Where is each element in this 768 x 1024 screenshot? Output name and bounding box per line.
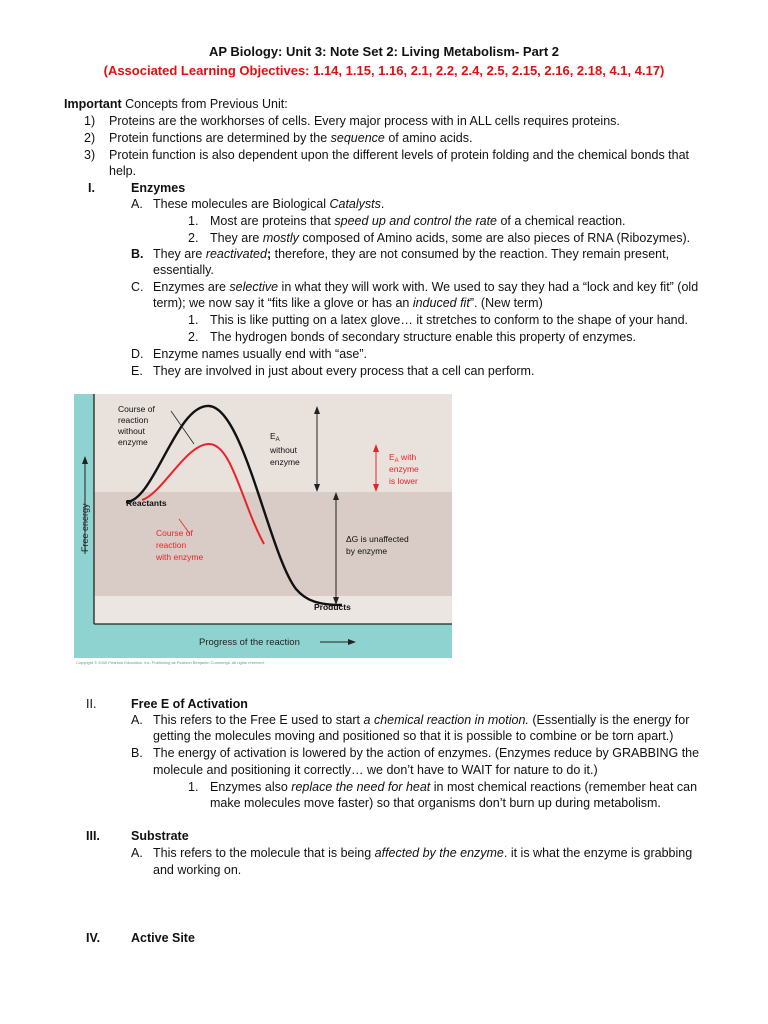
diagram-copyright: Copyright © 2005 Pearson Education, Inc. Publishing as Pearson Benjamin Cummings. All rights reserved. (76, 660, 265, 665)
outline-label: C. (131, 280, 144, 294)
section-number: IV. (86, 931, 101, 945)
section-number: I. (88, 181, 95, 195)
important-rest: Concepts from Previous Unit: (121, 97, 288, 111)
outline-label: B. (131, 746, 143, 760)
section-number: II. (86, 697, 97, 711)
label-ea-without: $E_A$ (270, 431, 280, 443)
outline-item: The hydrogen bonds of secondary structure enable this property of enzymes. (210, 330, 636, 344)
outline-item: Enzymes also replace the need for heat in most chemical reactions (remember heat can (210, 780, 698, 794)
outline-label: A. (131, 846, 143, 860)
outline-item-continued: essentially. (153, 263, 214, 277)
section-number: III. (86, 829, 100, 843)
outline-item: This refers to the molecule that is being affected by the enzyme. it is what the enzyme is grabbing (153, 846, 693, 860)
list-item: Proteins are the workhorses of cells. Every major process with in ALL cells requires proteins. (109, 114, 620, 128)
outline-label: D. (131, 347, 144, 361)
outline-item: They are involved in just about every process that a cell can perform. (153, 364, 535, 378)
outline-item: The energy of activation is lowered by the action of enzymes. (Enzymes reduce by GRABBING the (153, 746, 700, 760)
label-ea-with-2: enzyme (389, 464, 419, 474)
outline-item-continued: and working on. (153, 863, 242, 877)
page-title: AP Biology: Unit 3: Note Set 2: Living Metabolism- Part 2 (208, 44, 560, 59)
outline-item: Enzymes are selective in what they will work with. We used to say they had a “lock and key fit” (old (153, 280, 699, 294)
activation-energy-diagram (74, 394, 452, 666)
outline-label: 2. (188, 231, 199, 245)
label-ea-without-3: enzyme (270, 457, 300, 467)
label-course-without-1: Course of (118, 404, 155, 414)
outline-item-continued: term); we now say it “fits like a glove or has an induced fit”. (New term) (153, 296, 543, 310)
section-heading: Substrate (131, 829, 189, 843)
outline-label: 1. (188, 780, 199, 794)
section-heading: Free E of Activation (131, 697, 248, 711)
list-item: Protein functions are determined by the sequence of amino acids. (109, 131, 473, 145)
outline-label: A. (131, 713, 143, 727)
label-products: Products (314, 602, 351, 612)
outline-item: Enzyme names usually end with “ase”. (153, 347, 367, 361)
outline-item: These molecules are Biological Catalysts. (153, 197, 385, 211)
list-item-continued: help. (109, 164, 137, 178)
label-ea-without-2: without (270, 445, 297, 455)
outline-label: 1. (188, 313, 199, 327)
label-delta-g-1: ΔG is unaffected (346, 534, 409, 544)
list-number: 2) (84, 131, 96, 145)
outline-label: B. (131, 247, 144, 261)
learning-objectives: (Associated Learning Objectives: 1.14, 1.15, 1.16, 2.1, 2.2, 2.4, 2.5, 2.15, 2.16, 2.18, 4.1, 4.17) (103, 63, 665, 78)
section-heading: Enzymes (131, 181, 186, 195)
outline-item-continued: getting the molecules moving and positioned so that it is possible to combine or be torn apart.) (153, 729, 674, 743)
label-ea-with: $E_A$ with (389, 452, 417, 464)
outline-item-continued: molecule and positioning it correctly… we don’t have to WAIT for nature to do it.) (153, 763, 598, 777)
label-course-with-1: Course of (156, 528, 193, 538)
label-course-with-3: with enzyme (156, 552, 204, 562)
outline-item: This refers to the Free E used to start a chemical reaction in motion. (Essentially is the energy for (153, 713, 690, 727)
label-delta-g-2: by enzyme (346, 546, 388, 556)
outline-item: They are mostly composed of Amino acids, some are also pieces of RNA (Ribozymes). (210, 231, 691, 245)
important-intro (64, 96, 288, 113)
label-ea-with-3: is lower (389, 476, 418, 486)
outline-item: This is like putting on a latex glove… it stretches to conform to the shape of your hand. (210, 313, 689, 327)
outline-item: Most are proteins that speed up and control the rate of a chemical reaction. (210, 214, 626, 228)
outline-label: 2. (188, 330, 199, 344)
label-course-without-3: without (118, 426, 145, 436)
outline-item: They are reactivated; therefore, they are not consumed by the reaction. They remain present, (153, 247, 670, 261)
plot-bg-lower (94, 596, 452, 624)
label-reactants: Reactants (126, 498, 167, 508)
label-course-with-2: reaction (156, 540, 187, 550)
label-course-without-4: enzyme (118, 437, 148, 447)
list-number: 3) (84, 148, 96, 162)
important-lead: Important (64, 97, 122, 111)
outline-label: A. (131, 197, 143, 211)
outline-item-continued: make molecules move faster) so that organisms don’t burn up during metabolism. (210, 796, 661, 810)
list-item: Protein function is also dependent upon the different levels of protein folding and the chemical bonds that (109, 148, 690, 162)
outline-label: E. (131, 364, 143, 378)
list-number: 1) (84, 114, 96, 128)
y-axis-label: Free energy (80, 503, 90, 552)
label-course-without-2: reaction (118, 415, 149, 425)
outline-label: 1. (188, 214, 199, 228)
section-heading: Active Site (131, 931, 195, 945)
x-axis-label: Progress of the reaction (199, 637, 300, 648)
